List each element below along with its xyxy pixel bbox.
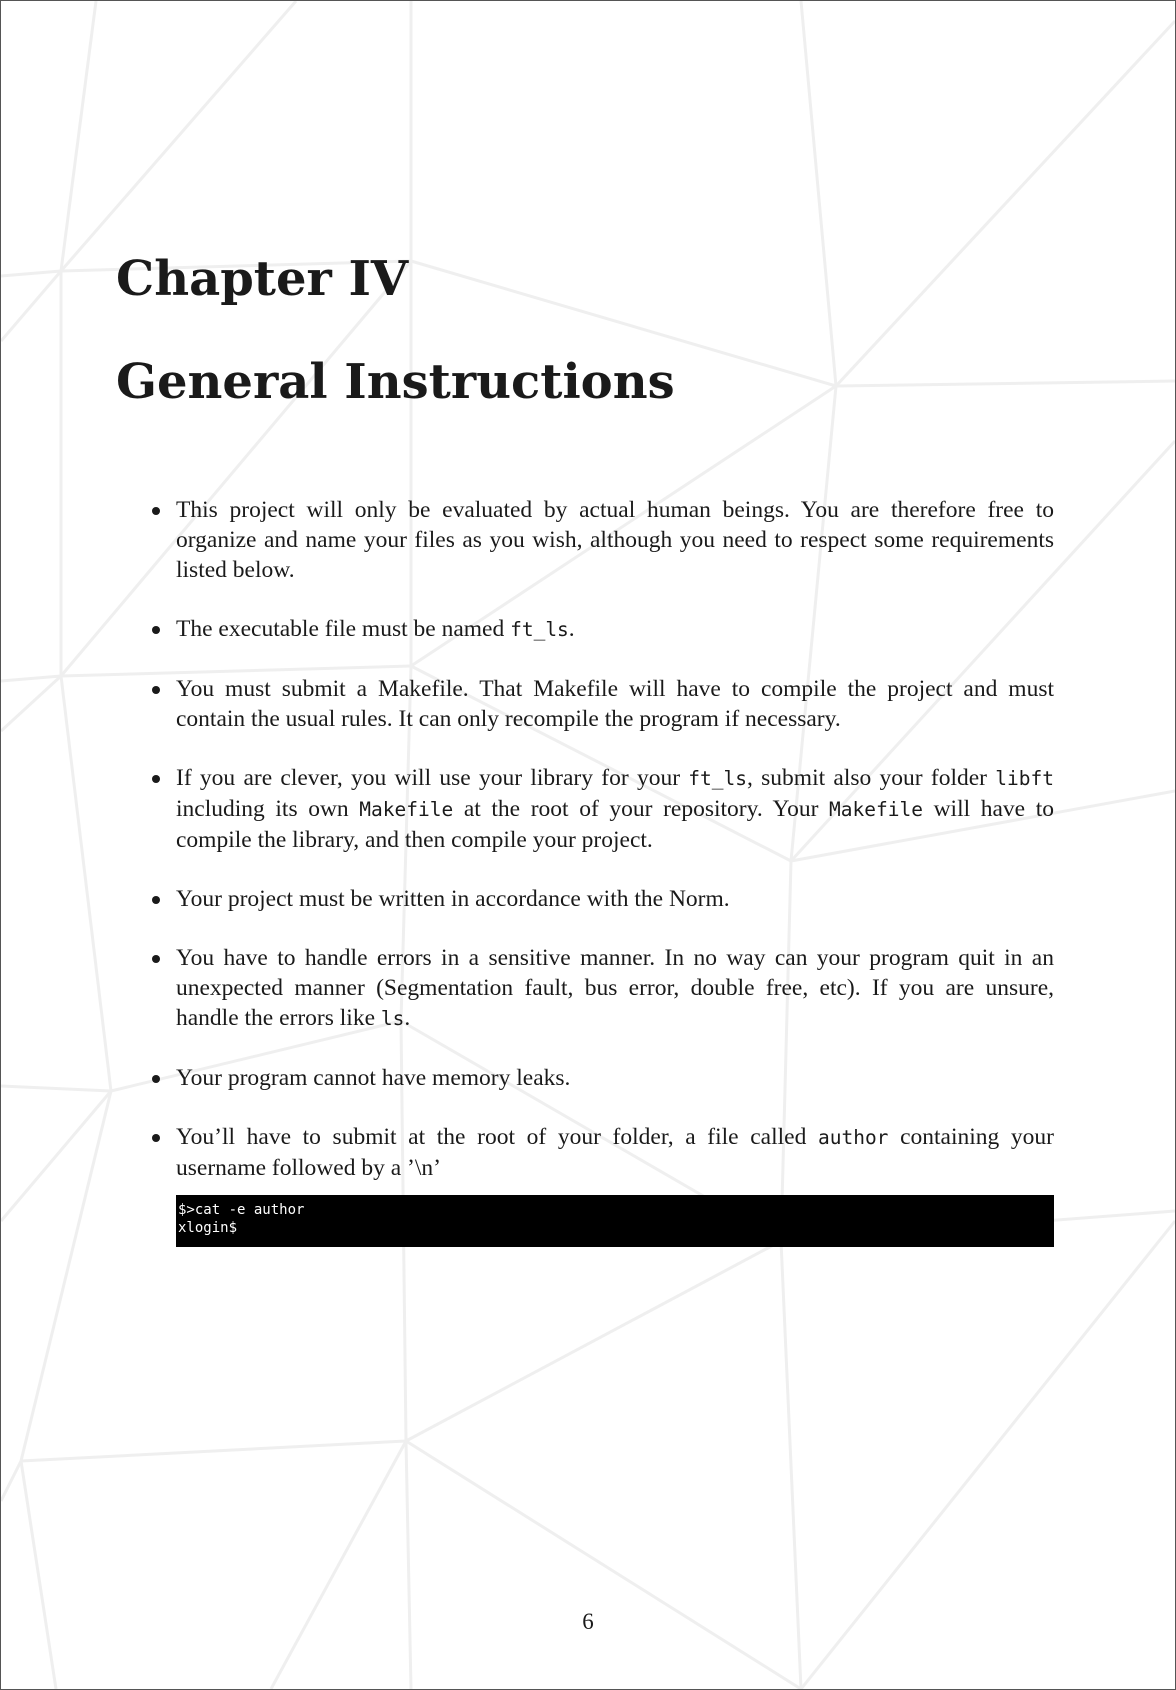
- section-title: General Instructions: [116, 354, 675, 410]
- bullet-icon: [152, 896, 160, 904]
- list-item-text: [176, 884, 1054, 914]
- text-run: You must submit a Makefile. That Makefile will have to compile the project and must contain the usual rules. It can only recompile the program if necessary.: [176, 676, 1054, 732]
- terminal-code-block: [176, 1195, 1054, 1247]
- list-item-text: [176, 674, 1054, 734]
- list-item: [116, 884, 1054, 914]
- list-item: [116, 943, 1054, 1034]
- list-item: [116, 614, 1054, 645]
- text-run: , submit also your folder: [747, 765, 996, 791]
- list-item-text: [176, 763, 1054, 855]
- terminal-line: xlogin$: [178, 1220, 238, 1236]
- inline-code: libft: [995, 767, 1054, 790]
- text-run: including its own: [176, 796, 360, 822]
- terminal-line: $>cat -e author: [178, 1202, 305, 1218]
- bullet-icon: [152, 1075, 160, 1083]
- text-run: This project will only be evaluated by actual human beings. You are therefore free to organize and name your files as you wish, although you need to respect some requirements listed below.: [176, 497, 1054, 583]
- chapter-heading: Chapter IV: [116, 251, 409, 307]
- text-run: The executable file must be named: [176, 616, 511, 642]
- page-number: 6: [582, 1609, 594, 1634]
- list-item-text: [176, 495, 1054, 585]
- list-item: [116, 495, 1054, 585]
- inline-code: ls: [380, 1007, 405, 1030]
- list-item: [116, 1122, 1054, 1247]
- text-run: will have to compile the library, and then compile your project.: [176, 796, 1054, 853]
- list-item-text: [176, 943, 1054, 1034]
- instructions-list: [116, 495, 1054, 1276]
- list-item: [116, 674, 1054, 734]
- text-run: You have to handle errors in a sensitive manner. In no way can your program quit in an unexpected manner (Segmentation fault, bus error, double free, etc). If you are unsure, handle the errors like: [176, 945, 1054, 1031]
- bullet-icon: [152, 955, 160, 963]
- text-run: at the root of your repository. Your: [453, 796, 830, 822]
- list-item: [116, 1063, 1054, 1093]
- list-item-text: [176, 1063, 1054, 1093]
- inline-code: author: [817, 1126, 889, 1149]
- list-item-text: [176, 1122, 1054, 1183]
- text-run: If you are clever, you will use your library for your: [176, 765, 689, 791]
- text-run: You’ll have to submit at the root of your folder, a file called: [176, 1124, 818, 1150]
- inline-code: Makefile: [359, 798, 454, 821]
- bullet-icon: [152, 507, 160, 515]
- inline-code: ft_ls: [510, 618, 569, 641]
- list-item-text: [176, 614, 1054, 645]
- text-run: .: [568, 616, 575, 642]
- text-run: containing your username followed by a ’\n’: [176, 1124, 1054, 1181]
- bullet-icon: [152, 1134, 160, 1142]
- text-run: .: [404, 1005, 411, 1031]
- inline-code: Makefile: [829, 798, 923, 821]
- text-run: Your program cannot have memory leaks.: [176, 1065, 571, 1091]
- bullet-icon: [152, 626, 160, 634]
- inline-code: ft_ls: [688, 767, 747, 790]
- bullet-icon: [152, 775, 160, 783]
- list-item: [116, 763, 1054, 855]
- text-run: Your project must be written in accordance with the Norm.: [176, 886, 730, 912]
- bullet-icon: [152, 686, 160, 694]
